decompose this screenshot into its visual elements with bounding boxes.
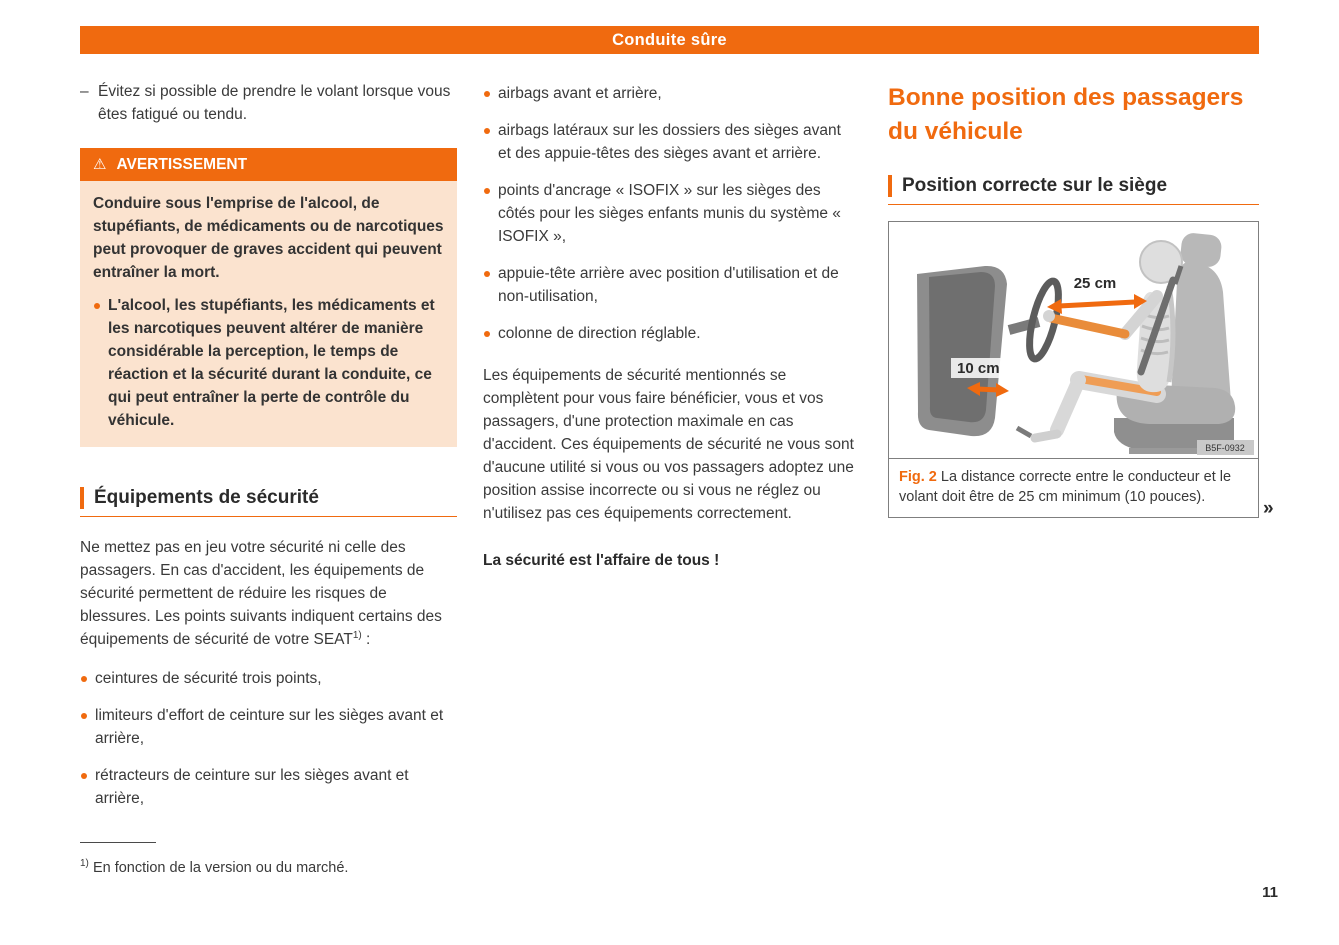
warning-triangle-icon: ⚠ <box>93 156 107 173</box>
page-title: Conduite sûre <box>612 30 727 49</box>
figure-number: Fig. 2 <box>899 469 937 485</box>
bullet-icon <box>484 271 490 277</box>
safety-summary-paragraph: Les équipements de sécurité mentionnés se complètent pour vous faire bénéficier, vous et vos passagers, d'une protection maximale en cas d'accident. Ces équipements de sécurité ne vous sont d'aucune utilité si vous ou vos passagers adoptez une position assise incorrecte ou si vous ne réglez ou n'utilisez pas ces équipements correctement. <box>483 367 854 522</box>
bullet-icon <box>484 128 490 134</box>
section-heading-position <box>888 175 1259 205</box>
footnote-text: En fonction de la version ou du marché. <box>92 860 349 876</box>
footnote-reference: 1) <box>352 629 362 641</box>
warning-box <box>80 148 457 447</box>
distance-label-25cm: 25 cm <box>1073 275 1117 292</box>
seat-position-illustration <box>889 222 1258 458</box>
section-heading-equipements <box>80 487 457 517</box>
figure-code: B5F-0932 <box>1205 443 1245 453</box>
figure-caption-text: La distance correcte entre le conducteur et le volant doit être de 25 cm minimum (10 pouces). <box>899 469 1232 505</box>
warning-body <box>80 181 457 447</box>
warning-lead-text: Conduire sous l'emprise de l'alcool, de stupéfiants, de médicaments ou de narcotiques peut provoquer de graves accident qui peuvent entraîner la mort. <box>93 195 444 281</box>
equipment-list-left <box>80 667 457 810</box>
list-item-text: airbags latéraux sur les dossiers des sièges avant et des appuie-têtes des sièges avant et arrière. <box>498 122 841 162</box>
footnote-text-line <box>80 858 457 878</box>
bullet-icon <box>484 91 490 97</box>
figure-seat-position <box>888 221 1259 518</box>
list-item <box>80 667 457 690</box>
section-title-position: Position correcte sur le siège <box>888 175 1259 197</box>
bullet-icon <box>81 713 87 719</box>
footnote-ref: 1) <box>80 858 89 870</box>
footnote <box>80 842 457 878</box>
column-left <box>80 80 457 824</box>
bullet-icon <box>484 188 490 194</box>
distance-label-10cm: 10 cm <box>957 360 1000 377</box>
list-item-text: limiteurs d'effort de ceinture sur les sièges avant et arrière, <box>95 707 444 747</box>
dash-marker: – <box>80 83 89 100</box>
safety-slogan: La sécurité est l'affaire de tous ! <box>483 552 720 569</box>
column-right <box>888 80 1259 518</box>
equipment-intro-paragraph <box>80 536 457 651</box>
intro-text: Évitez si possible de prendre le volant lorsque vous êtes fatigué ou tendu. <box>98 83 451 123</box>
list-item <box>80 704 457 750</box>
list-item-text: points d'ancrage « ISOFIX » sur les sièges des côtés pour les sièges enfants munis du système « ISOFIX », <box>498 182 841 245</box>
list-item <box>483 82 856 105</box>
figure-caption <box>889 459 1258 517</box>
list-item-text: appuie-tête arrière avec position d'utilisation et de non-utilisation, <box>498 265 839 305</box>
headrest <box>1179 232 1222 268</box>
equipment-list-middle <box>483 82 856 345</box>
list-item-text: rétracteurs de ceinture sur les sièges avant et arrière, <box>95 767 409 807</box>
column-middle <box>483 80 856 572</box>
warning-header <box>80 148 457 181</box>
page-number: 11 <box>1262 884 1278 901</box>
list-item <box>80 764 457 810</box>
paragraph-tail: : <box>361 631 371 648</box>
bullet-icon <box>81 773 87 779</box>
bullet-icon <box>484 331 490 337</box>
figure-illustration <box>889 222 1258 459</box>
intro-note <box>80 80 457 126</box>
list-item <box>483 179 856 248</box>
list-item <box>483 322 856 345</box>
list-item-text: colonne de direction réglable. <box>498 325 701 342</box>
list-item <box>483 119 856 165</box>
bullet-icon <box>94 303 100 309</box>
chapter-title: Bonne position des passagers du véhicule <box>888 84 1244 145</box>
warning-bullet-text: L'alcool, les stupéfiants, les médicaments et les narcotiques peuvent altérer de manière considérable la perception, le temps de réaction et la sécurité durant la conduite, ce qui peut entraîner la perte de contrôle du véhicule. <box>108 297 435 429</box>
warning-title: AVERTISSEMENT <box>116 156 248 173</box>
footnote-divider <box>80 842 156 843</box>
paragraph-text: Ne mettez pas en jeu votre sécurité ni celle des passagers. En cas d'accident, les équipements de sécurité permettent de réduire les risques de blessures. Les points suivants indiquent certains des équipements de sécurité de votre SEAT <box>80 539 442 648</box>
list-item-text: ceintures de sécurité trois points, <box>95 670 322 687</box>
list-item-text: airbags avant et arrière, <box>498 85 662 102</box>
page-header-bar <box>80 26 1259 54</box>
warning-bullet-item <box>93 294 444 432</box>
bullet-icon <box>81 676 87 682</box>
continuation-mark: » <box>1263 498 1274 519</box>
list-item <box>483 262 856 308</box>
section-title-equipements: Équipements de sécurité <box>80 487 457 509</box>
